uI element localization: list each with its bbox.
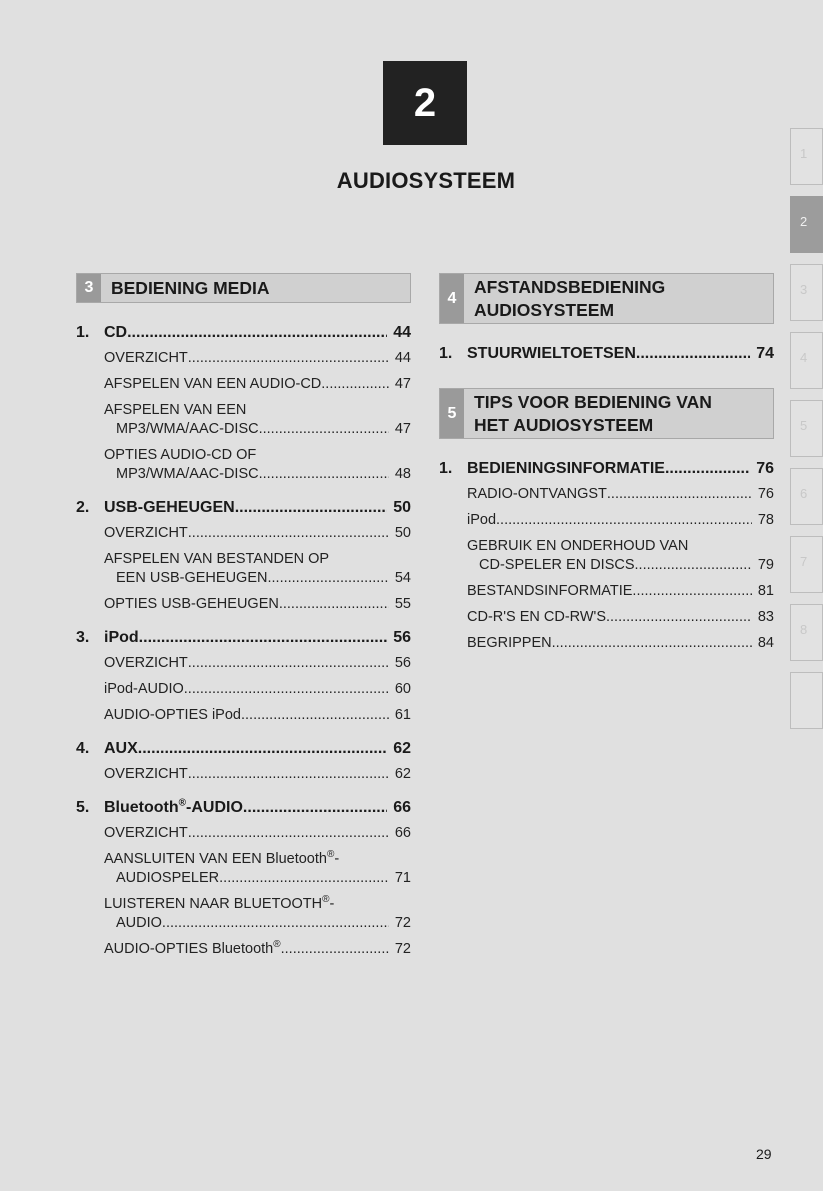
side-tab-7[interactable]: 7 — [790, 536, 823, 593]
toc-subentry[interactable] — [439, 608, 774, 627]
subentry-text: AFSPELEN VAN EEN AUDIO-CD — [104, 376, 322, 392]
page-number: 29 — [756, 1146, 772, 1162]
section-title-line: AFSTANDSBEDIENING — [474, 276, 666, 297]
section-title — [464, 389, 722, 438]
side-tab-1[interactable]: 1 — [790, 128, 823, 185]
section-number: 3 — [77, 274, 101, 302]
section-title-line: TIPS VOOR BEDIENING VAN — [474, 391, 712, 412]
subentry-text: AUDIO-OPTIES Bluetooth® — [104, 939, 281, 957]
dot-leader — [259, 465, 389, 484]
section-title-line: HET AUDIOSYSTEEM — [474, 414, 654, 435]
section-title-line: AUDIOSYSTEEM — [474, 299, 615, 320]
subentry-text: OVERZICHT — [104, 825, 188, 841]
entry-number: 1. — [76, 324, 90, 341]
side-tab-2[interactable]: 2 — [790, 196, 823, 253]
dot-leader — [139, 628, 388, 648]
toc-entry — [76, 628, 411, 725]
section-title — [464, 274, 675, 323]
entry-number: 2. — [76, 499, 90, 516]
toc-entry-title[interactable] — [76, 498, 411, 518]
dot-leader — [552, 634, 752, 653]
dot-leader — [279, 595, 389, 614]
entry-page: 44 — [393, 324, 411, 341]
subentry-page: 78 — [757, 512, 774, 528]
subentry-text: BEGRIPPEN — [467, 635, 552, 651]
dot-leader — [606, 608, 752, 627]
dot-leader — [188, 824, 389, 843]
side-tab-4[interactable]: 4 — [790, 332, 823, 389]
toc-subentry[interactable] — [76, 850, 411, 888]
entry-page: 50 — [393, 499, 411, 516]
subentry-text: iPod — [467, 512, 497, 528]
subentry-page: 54 — [394, 570, 411, 586]
toc-entry — [439, 344, 774, 364]
toc-subentry[interactable] — [76, 349, 411, 368]
subentry-text: OPTIES AUDIO-CD OF — [104, 447, 257, 463]
subentry-text: LUISTEREN NAAR BLUETOOTH®- — [104, 894, 335, 912]
entry-title: Bluetooth®-AUDIO — [104, 797, 243, 816]
toc-entry-title[interactable] — [76, 628, 411, 648]
subentry-page: 62 — [394, 766, 411, 782]
subentry-text: iPod-AUDIO — [104, 681, 184, 697]
dot-leader — [219, 869, 389, 888]
subentry-page: 72 — [394, 941, 411, 957]
subentry-text: OVERZICHT — [104, 350, 188, 366]
dot-leader — [665, 459, 750, 479]
subentry-text: AFSPELEN VAN BESTANDEN OP — [104, 551, 330, 567]
toc-entry-title[interactable] — [439, 459, 774, 479]
subentry-text: AUDIO-OPTIES iPod — [104, 707, 241, 723]
toc-subentry[interactable] — [439, 537, 774, 575]
toc-subentry[interactable] — [439, 582, 774, 601]
toc-subentry[interactable] — [76, 765, 411, 784]
dot-leader — [636, 344, 750, 364]
entry-number: 1. — [439, 345, 453, 362]
subentry-page: 72 — [394, 915, 411, 931]
subentry-page: 61 — [394, 707, 411, 723]
toc-entry-title[interactable] — [76, 323, 411, 343]
subentry-text: GEBRUIK EN ONDERHOUD VAN — [467, 538, 689, 554]
toc-entry — [439, 459, 774, 653]
chapter-number-box — [383, 61, 467, 145]
subentry-page: 79 — [757, 557, 774, 573]
dot-leader — [321, 375, 389, 394]
subentry-text: OVERZICHT — [104, 525, 188, 541]
subentry-page: 81 — [757, 583, 774, 599]
subentry-text: AUDIO — [116, 915, 162, 931]
toc-entry — [76, 498, 411, 614]
entry-page: 62 — [393, 740, 411, 757]
toc-subentry[interactable] — [76, 940, 411, 959]
section-number: 4 — [440, 274, 464, 323]
subentry-text: CD-R'S EN CD-RW'S — [467, 609, 606, 625]
toc-entry-title[interactable] — [76, 798, 411, 818]
entry-page: 74 — [756, 345, 774, 362]
dot-leader — [162, 914, 389, 933]
subentry-page: 44 — [394, 350, 411, 366]
dot-leader — [607, 485, 752, 504]
toc-subentry[interactable] — [76, 401, 411, 439]
subentry-page: 60 — [394, 681, 411, 697]
section-header-4[interactable] — [439, 273, 774, 324]
dot-leader — [235, 498, 388, 518]
entry-number: 4. — [76, 740, 90, 757]
entry-number: 5. — [76, 799, 90, 816]
section-header-5[interactable] — [439, 388, 774, 439]
side-tab-5[interactable]: 5 — [790, 400, 823, 457]
side-tab-8[interactable]: 8 — [790, 604, 823, 661]
subentry-text: OVERZICHT — [104, 766, 188, 782]
toc-subentry[interactable] — [76, 654, 411, 673]
chapter-title: AUDIOSYSTEEM — [336, 168, 516, 193]
entry-page: 56 — [393, 629, 411, 646]
entry-title: AUX — [104, 740, 138, 757]
subentry-page: 84 — [757, 635, 774, 651]
dot-leader — [184, 680, 389, 699]
toc-subentry[interactable] — [76, 824, 411, 843]
column-right — [439, 273, 774, 667]
entry-title: BEDIENINGSINFORMATIE — [467, 460, 665, 477]
toc-subentry[interactable] — [76, 595, 411, 614]
subentry-text: AFSPELEN VAN EEN — [104, 402, 247, 418]
entry-page: 66 — [393, 799, 411, 816]
dot-leader — [267, 569, 388, 588]
entry-title: CD — [104, 324, 128, 341]
subentry-page: 76 — [757, 486, 774, 502]
dot-leader — [127, 323, 387, 343]
toc-entry — [76, 323, 411, 484]
dot-leader — [188, 524, 389, 543]
subentry-text: RADIO-ONTVANGST — [467, 486, 607, 502]
entry-title: USB-GEHEUGEN — [104, 499, 235, 516]
toc-subentry[interactable] — [76, 680, 411, 699]
dot-leader — [241, 706, 389, 725]
subentry-text: AANSLUITEN VAN EEN Bluetooth®- — [104, 849, 340, 867]
subentry-text: MP3/WMA/AAC-DISC — [116, 421, 259, 437]
entry-title: STUURWIELTOETSEN — [467, 345, 636, 362]
dot-leader — [632, 582, 751, 601]
toc-subentry[interactable] — [439, 485, 774, 504]
dot-leader — [259, 420, 389, 439]
toc-subentry[interactable] — [76, 895, 411, 933]
entry-title: iPod — [104, 629, 139, 646]
side-tab-3[interactable]: 3 — [790, 264, 823, 321]
side-tab-blank[interactable] — [790, 672, 823, 729]
subentry-page: 71 — [394, 870, 411, 886]
entry-number: 1. — [439, 460, 453, 477]
toc-subentry[interactable] — [76, 550, 411, 588]
subentry-text: OPTIES USB-GEHEUGEN — [104, 596, 279, 612]
entry-page: 76 — [756, 460, 774, 477]
toc-subentry[interactable] — [76, 706, 411, 725]
dot-leader — [138, 739, 387, 759]
toc-subentry[interactable] — [439, 634, 774, 653]
toc-subentry[interactable] — [76, 524, 411, 543]
subentry-text: MP3/WMA/AAC-DISC — [116, 466, 259, 482]
section-number: 5 — [440, 389, 464, 438]
subentry-page: 47 — [394, 421, 411, 437]
toc-entry-title[interactable] — [76, 739, 411, 759]
subentry-text: OVERZICHT — [104, 655, 188, 671]
subentry-page: 50 — [394, 525, 411, 541]
entry-number: 3. — [76, 629, 90, 646]
dot-leader — [243, 798, 387, 818]
section-header-3[interactable] — [76, 273, 411, 303]
subentry-page: 83 — [757, 609, 774, 625]
dot-leader — [635, 556, 752, 575]
subentry-text: CD-SPELER EN DISCS — [479, 557, 635, 573]
subentry-page: 66 — [394, 825, 411, 841]
column-left — [76, 273, 411, 973]
subentry-page: 56 — [394, 655, 411, 671]
subentry-text: BESTANDSINFORMATIE — [467, 583, 633, 599]
subentry-page: 47 — [394, 376, 411, 392]
subentry-page: 48 — [394, 466, 411, 482]
subentry-text: EEN USB-GEHEUGEN — [116, 570, 268, 586]
toc-entry — [76, 798, 411, 959]
chapter-number: 2 — [413, 80, 437, 125]
toc-subentry[interactable] — [76, 446, 411, 484]
toc-subentry[interactable] — [439, 511, 774, 530]
subentry-page: 55 — [394, 596, 411, 612]
subentry-text: AUDIOSPELER — [116, 870, 220, 886]
dot-leader — [188, 765, 389, 784]
dot-leader — [188, 349, 389, 368]
dot-leader — [281, 940, 389, 959]
dot-leader — [188, 654, 389, 673]
toc-entry — [76, 739, 411, 784]
section-title: BEDIENING MEDIA — [111, 277, 270, 298]
side-tab-6[interactable]: 6 — [790, 468, 823, 525]
toc-entry-title[interactable] — [439, 344, 774, 364]
toc-subentry[interactable] — [76, 375, 411, 394]
dot-leader — [496, 511, 752, 530]
